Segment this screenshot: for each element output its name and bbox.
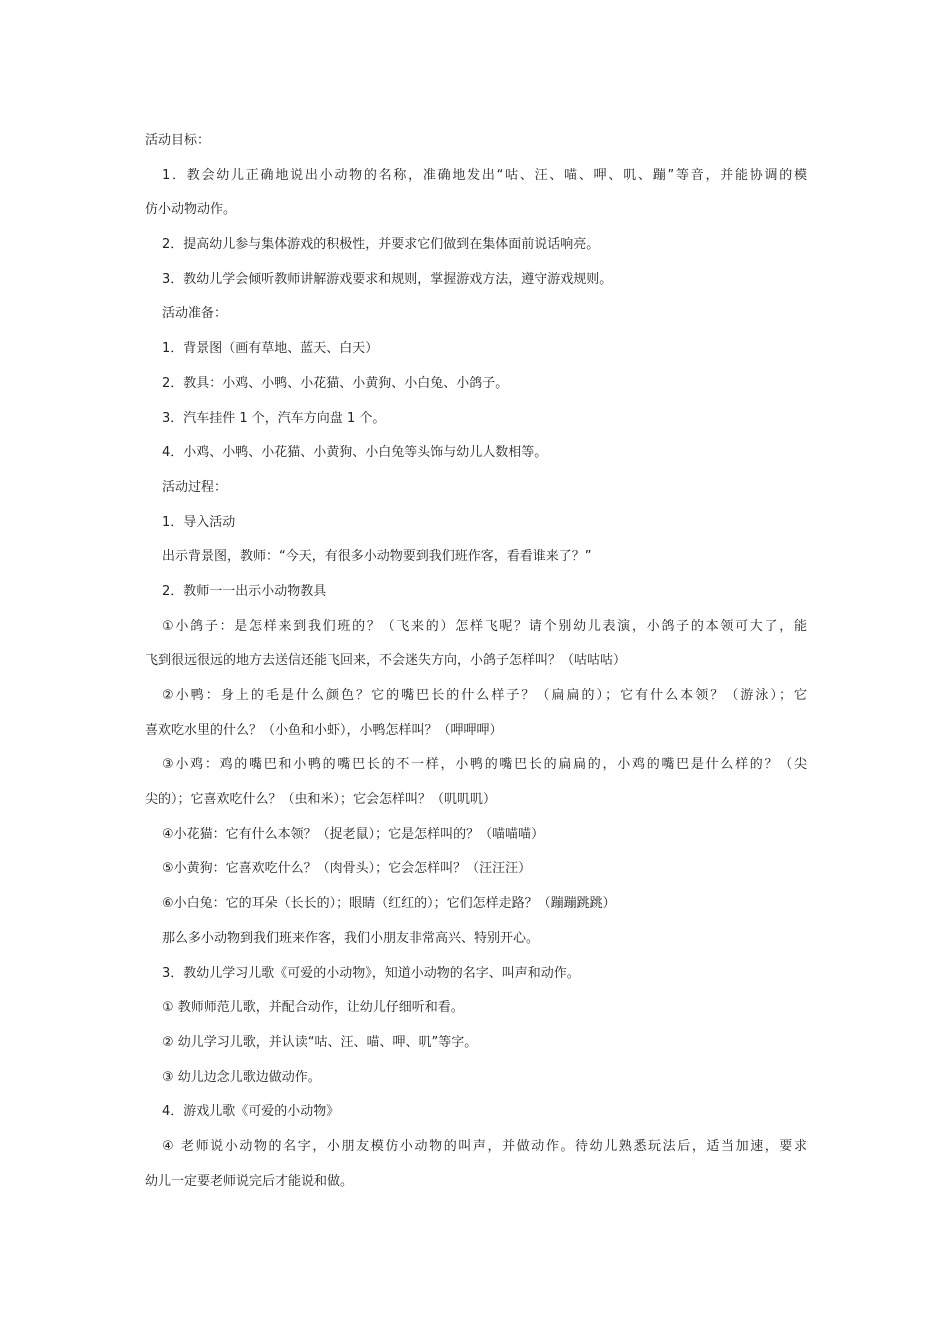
process-4-step-line-2: 幼儿一定要老师说完后才能说和做。: [145, 1173, 354, 1189]
pigeon-line-1: ①小鸽子：是怎样来到我们班的？（飞来的）怎样飞呢？请个别幼儿表演，小鸽子的本领可大了，能: [162, 618, 807, 634]
chick-line-1: ③小鸡：鸡的嘴巴和小鸭的嘴巴长的不一样，小鸭的嘴巴长的扁扁的，小鸡的嘴巴是什么样的？（尖: [162, 757, 807, 773]
process-3-step-1: ① 教师师范儿歌，并配合动作，让幼儿仔细听和看。: [162, 1000, 464, 1016]
section-heading-goals: 活动目标：: [145, 133, 211, 148]
process-1-text: 出示背景图，教师：“今天，有很多小动物要到我们班作客，看看谁来了？”: [162, 549, 592, 565]
rabbit-line: ⑥小白兔：它的耳朵（长长的）；眼睛（红红的）；它们怎样走路？（蹦蹦跳跳）: [162, 896, 616, 912]
process-3: 3．教幼儿学习儿歌《可爱的小动物》，知道小动物的名字、叫声和动作。: [162, 965, 580, 981]
process-1: 1．导入活动: [162, 514, 236, 530]
dog-line: ⑤小黄狗：它喜欢吃什么？（肉骨头）；它会怎样叫？（汪汪汪）: [162, 861, 532, 877]
duck-line-1: ②小鸭：身上的毛是什么颜色？它的嘴巴长的什么样子？（扁扁的）；它有什么本领？（游泳）；它: [162, 688, 807, 703]
summary-line: 那么多小动物到我们班来作客，我们小朋友非常高兴、特别开心。: [162, 930, 540, 946]
duck-line-2: 喜欢吃水里的什么？（小鱼和小虾），小鸭怎样叫？（呷呷呷）: [145, 722, 503, 738]
prep-3: 3．汽车挂件 1 个，汽车方向盘 1 个。: [162, 410, 386, 426]
process-4-step-line-1: ④ 老师说小动物的名字，小朋友模仿小动物的叫声，并做动作。待幼儿熟悉玩法后，适当加速，要求: [162, 1138, 807, 1154]
process-4: 4．游戏儿歌《可爱的小动物》: [162, 1104, 340, 1120]
prep-1: 1．背景图（画有草地、蓝天、白天）: [162, 341, 379, 357]
document-body: [145, 124, 807, 1199]
prep-2: 2．教具：小鸡、小鸭、小花猫、小黄狗、小白兔、小鸽子。: [162, 375, 509, 391]
process-3-step-2: ② 幼儿学习儿歌，并认读“咕、汪、喵、呷、叽”等字。: [162, 1034, 478, 1050]
process-2: 2．教师一一出示小动物教具: [162, 583, 327, 599]
pigeon-line-2: 飞到很远很远的地方去送信还能飞回来，不会迷失方向，小鸽子怎样叫？（咕咕咕）: [145, 653, 627, 669]
goal-1-line-1: 1．教会幼儿正确地说出小动物的名称，准确地发出“咕、汪、喵、呷、叽、蹦”等音，并能协调的模: [162, 167, 807, 183]
goal-2: 2．提高幼儿参与集体游戏的积极性，并要求它们做到在集体面前说话响亮。: [162, 237, 600, 253]
prep-4: 4．小鸡、小鸭、小花猫、小黄狗、小白兔等头饰与幼儿人数相等。: [162, 445, 548, 461]
chick-line-2: 尖的）；它喜欢吃什么？（虫和米）；它会怎样叫？（叽叽叽）: [145, 792, 497, 808]
process-3-step-3: ③ 幼儿边念儿歌边做动作。: [162, 1069, 321, 1085]
goal-3: 3．教幼儿学会倾听教师讲解游戏要求和规则，掌握游戏方法，遵守游戏规则。: [162, 271, 613, 287]
section-heading-preparation: 活动准备：: [162, 306, 228, 322]
cat-line: ④小花猫：它有什么本领？（捉老鼠）；它是怎样叫的？（喵喵喵）: [162, 826, 545, 842]
goal-1-line-2: 仿小动物动作。: [145, 202, 237, 218]
section-heading-process: 活动过程：: [162, 479, 228, 495]
